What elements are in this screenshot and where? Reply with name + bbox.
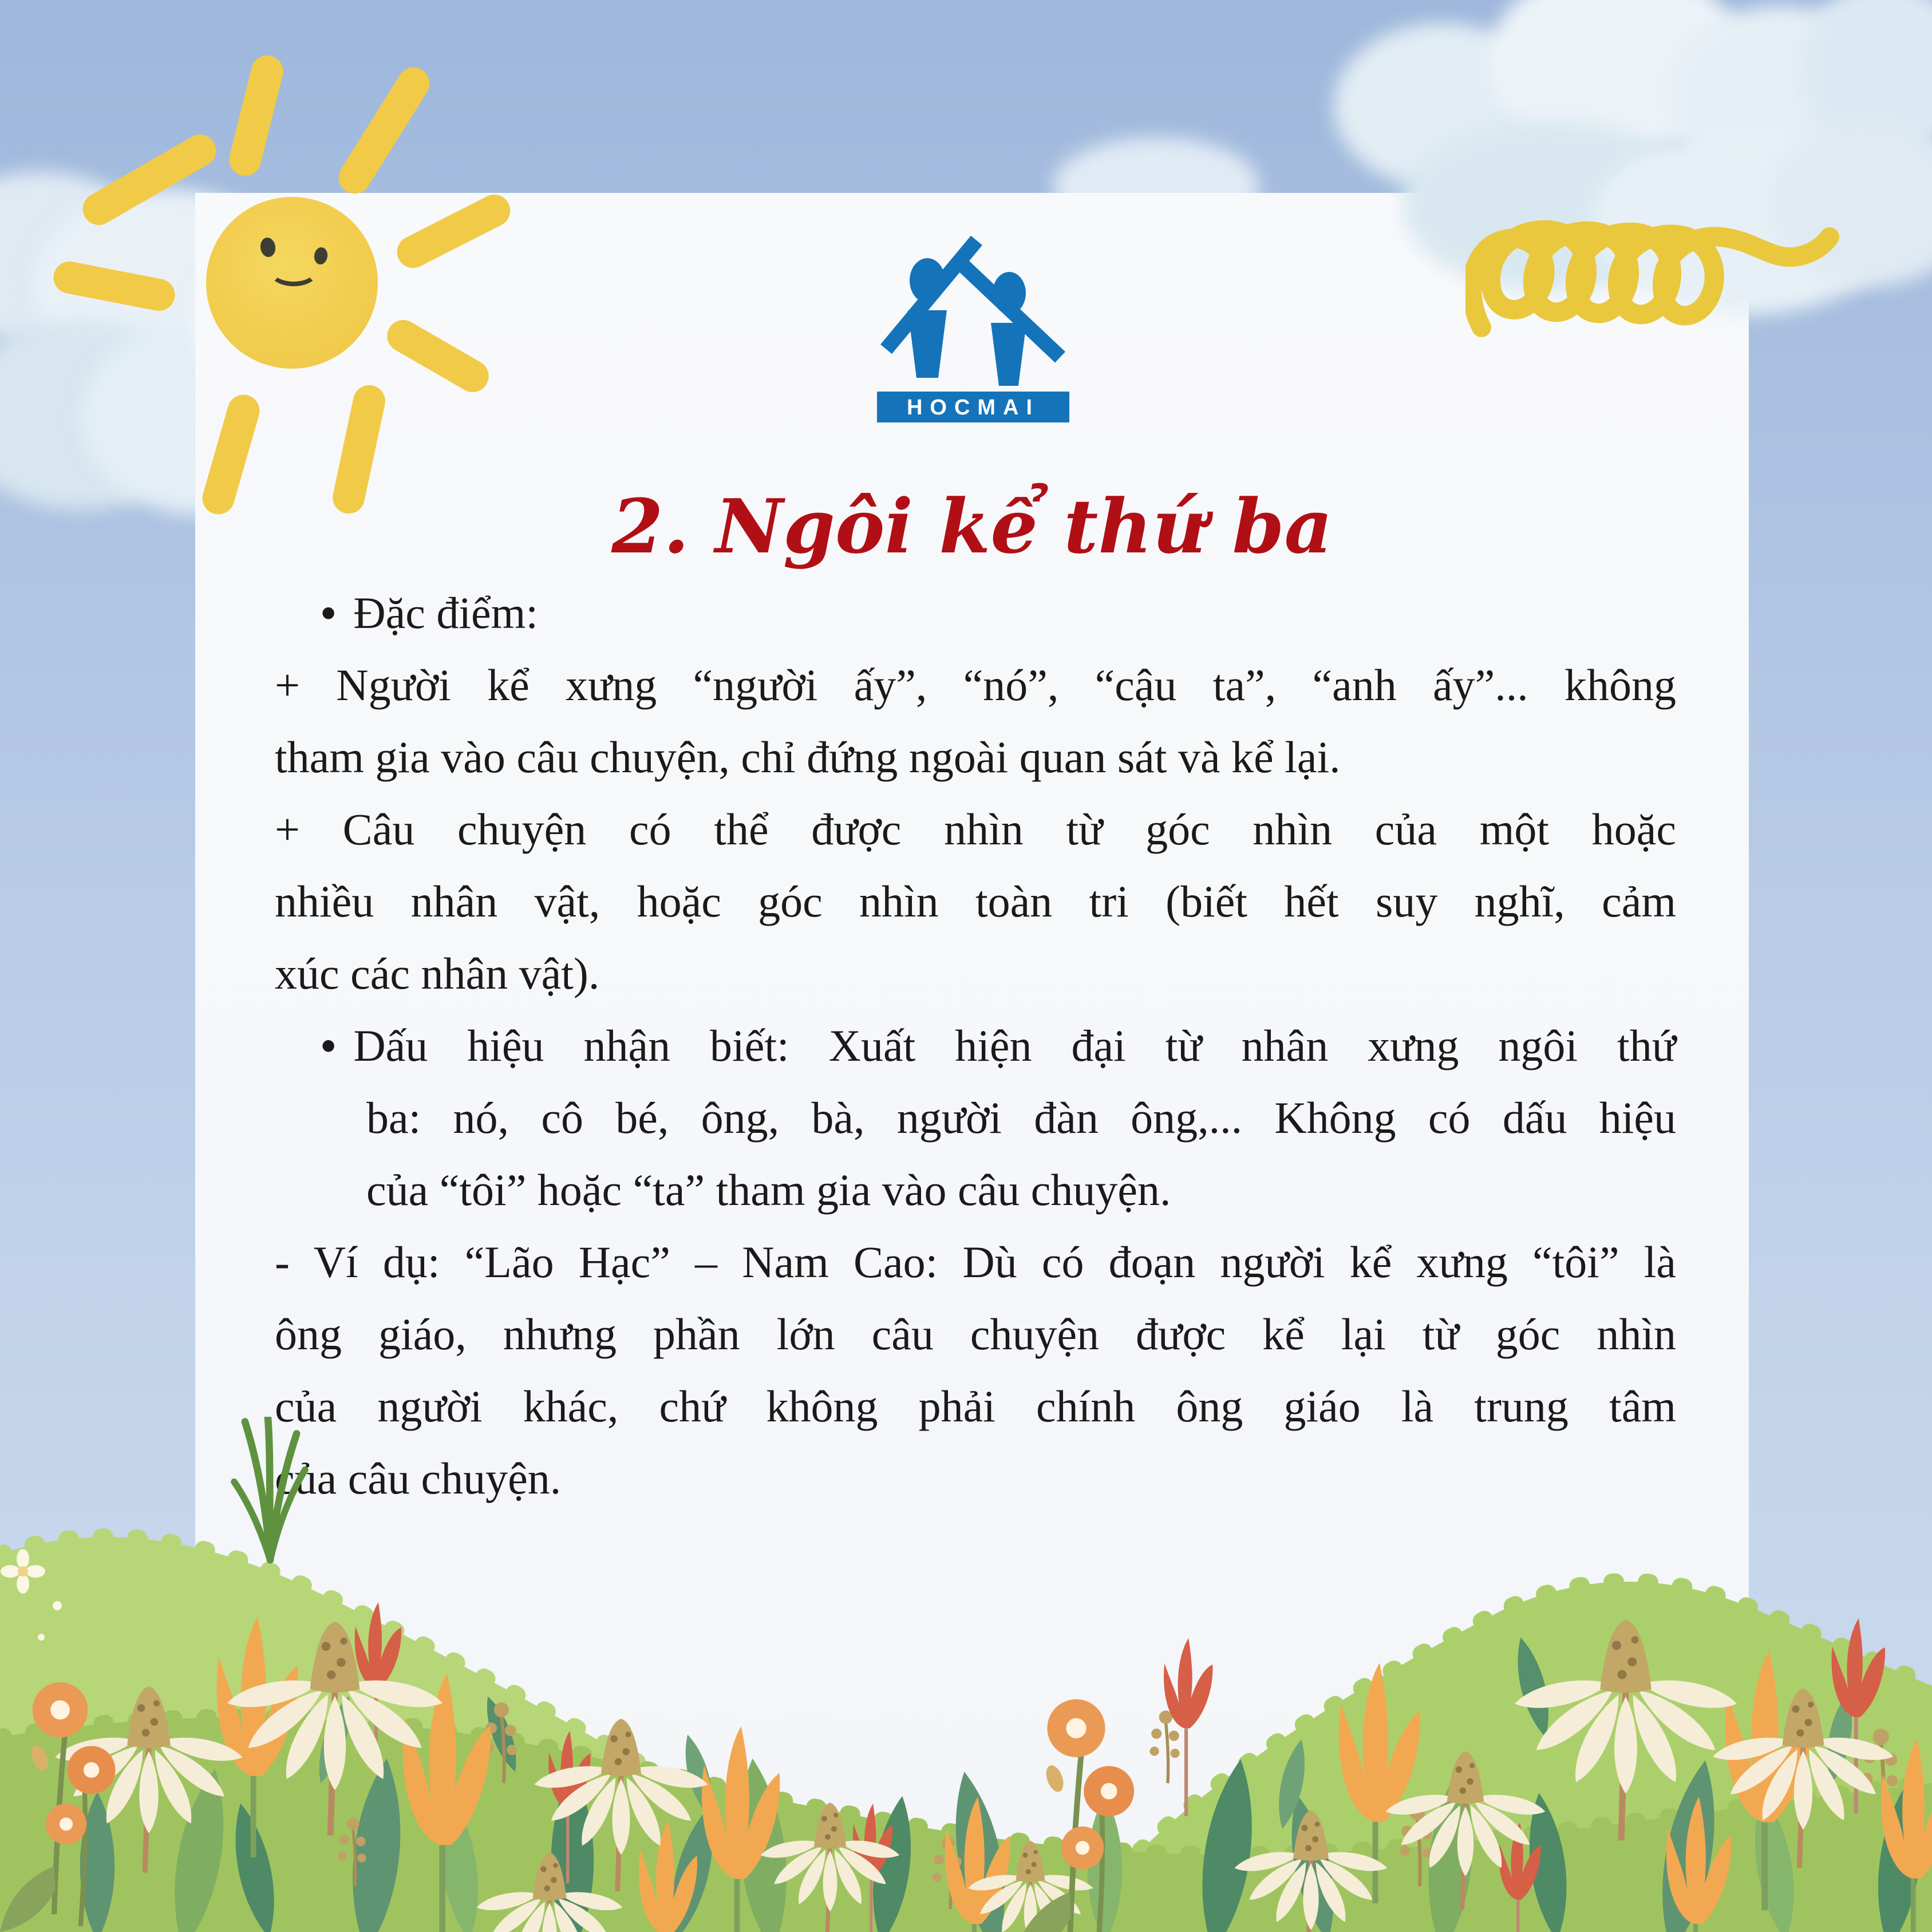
hocmai-logo-icon [870,224,1076,424]
page-title: 2. Ngôi kể thứ ba [611,483,1333,570]
text-line: - Ví dụ: “Lão Hạc” – Nam Cao: Dù có đoạn người kể xưng “tôi” là [275,1237,1676,1287]
logo-body [908,310,947,378]
text-line: ông giáo, nhưng phần lớn câu chuyện được kể lại từ góc nhìn [275,1309,1676,1359]
text-line: + Người kể xưng “người ấy”, “nó”, “cậu ta”, “anh ấy”... không [275,660,1676,710]
text-line: • Đặc điểm: [275,577,1676,649]
text-line: + Câu chuyện có thể được nhìn từ góc nhìn của một hoặc [275,804,1676,854]
text-line: của “tôi” hoặc “ta” tham gia vào câu chuyện. [366,1165,1171,1215]
bullet-dot: • [319,1018,337,1073]
logo-head [993,272,1026,314]
logo-text: HOCMAI [906,396,1040,420]
text-line: xúc các nhân vật). [275,949,600,998]
text-line: của câu chuyện. [275,1453,562,1503]
text-line: ba: nó, cô bé, ông, bà, người đàn ông,... Không có dấu hiệu [366,1093,1676,1143]
text-line: nhiều nhân vật, hoặc góc nhìn toàn tri (biết hết suy nghĩ, cảm [275,876,1676,926]
content [275,577,1676,1515]
logo-body [991,323,1026,386]
sun-smile [269,256,318,286]
bullet-dot: • [319,585,337,641]
text-line: tham gia vào câu chuyện, chỉ đứng ngoài quan sát và kể lại. [275,732,1341,782]
text-line: của người khác, chứ không phải chính ông giáo là trung tâm [275,1381,1676,1431]
flower-meadow [0,1417,1932,1932]
logo-head [910,258,945,303]
spiral-squiggle-icon [1465,218,1843,349]
text-line: • Dấu hiệu nhận biết: Xuất hiện đại từ nhân xưng ngôi thứ [275,1010,1676,1082]
